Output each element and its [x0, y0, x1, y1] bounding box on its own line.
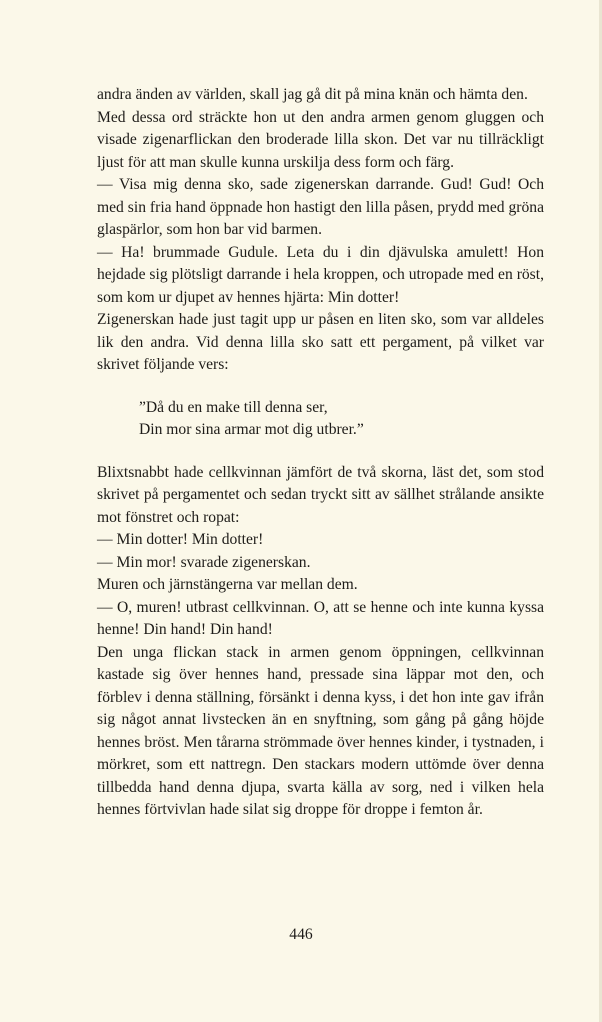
- verse-line-1: ”Då du en make till denna ser,: [139, 398, 328, 416]
- paragraph-5: Zigenerskan hade just tagit upp ur påsen en liten sko, som var alldeles lik den andra. Vid denna lilla sko satt ett pergament, på vilket var skrivet följande vers:: [97, 311, 544, 373]
- paragraph-10: — O, muren! utbrast cellkvinnan. O, att se henne och inte kunna kyssa henne! Din hand! Din hand!: [97, 598, 544, 638]
- paragraph-3: — Visa mig denna sko, sade zigenerskan darrande. Gud! Gud! Och med sin fria hand öppnade hon hastigt den lilla påsen, prydd med gröna glaspärlor, som hon bar vid barmen.: [97, 176, 544, 238]
- paragraph-8: — Min mor! svarade zigenerskan.: [97, 553, 311, 571]
- paragraph-4: — Ha! brummade Gudule. Leta du i din djävulska amulett! Hon hejdade sig plötsligt darrande i hela kroppen, och utropade med en röst, som kom ur djupet av hennes hjärta: Min dotter!: [97, 243, 544, 306]
- paragraph-1: andra änden av världen, skall jag gå dit på mina knän och hämta den.: [97, 86, 528, 103]
- paragraph-11: Den unga flickan stack in armen genom öppningen, cellkvinnan kastade sig över hennes hand, pressade sina läppar mot den, och förblev i denna ställning, försänkt i denna kyss, i det hon inte gav ifrån sig något annat livstecken än en snyftning, som gång på gång höjde hennes bröst. Men tårarna strömmade över hennes kinder, i tystnaden, i mörkret, som ett nattregn. Den stackars modern uttömde över denna tillbedda hand denna djupa, svarta källa av sorg, ned i vilken hela hennes förtvivlan hade silat sig droppe för droppe i femton år.: [97, 643, 544, 818]
- body-text: [97, 84, 544, 822]
- paragraph-6: Blixtsnabbt hade cellkvinnan jämfört de två skorna, läst det, som stod skrivet på pergamentet och sedan tryckt sitt av sällhet strålande ansikte mot fönstret och ropat:: [97, 463, 544, 526]
- verse: [139, 397, 544, 442]
- paragraph-7: — Min dotter! Min dotter!: [97, 531, 264, 548]
- verse-line-2: Din mor sina armar mot dig utbrer.”: [139, 421, 364, 438]
- paragraph-9: Muren och järnstängerna var mellan dem.: [97, 576, 358, 593]
- page-number: 446: [289, 926, 313, 943]
- paragraph-2: Med dessa ord sträckte hon ut den andra armen genom gluggen och visade zigenarflickan den broderade lilla skon. Det var nu tillräckligt ljust för att man skulle kunna urskilja dess form och färg.: [97, 108, 544, 171]
